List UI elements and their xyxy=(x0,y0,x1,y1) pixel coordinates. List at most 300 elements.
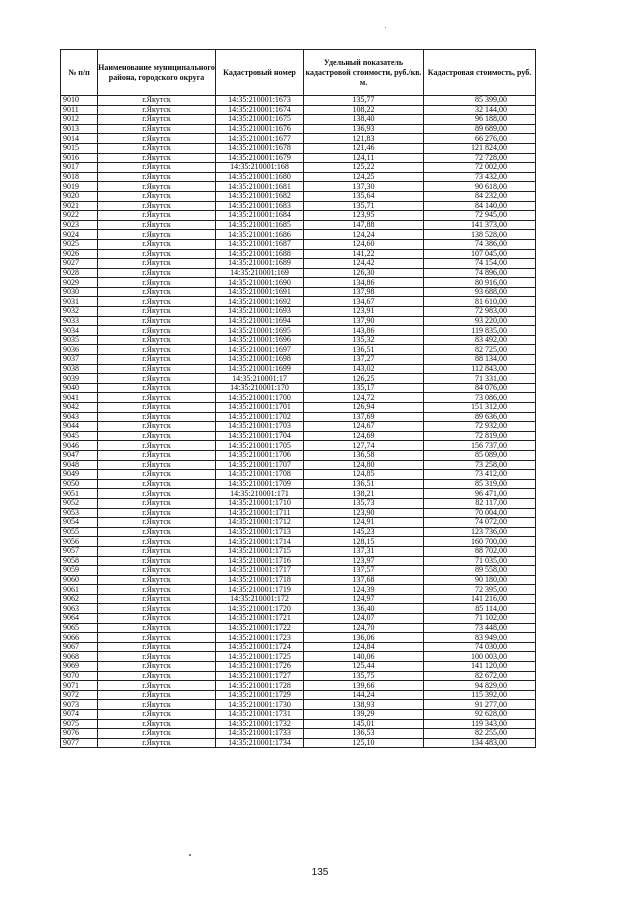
cadastral-number-cell: 14:35:210001:1684 xyxy=(216,211,304,221)
cadastral-number-cell: 14:35:210001:1717 xyxy=(216,566,304,576)
table-row xyxy=(61,297,536,307)
table-row xyxy=(61,220,536,230)
cadastral-number-cell: 14:35:210001:1707 xyxy=(216,460,304,470)
cadastral-value-cell: 72 932,00 xyxy=(424,422,536,432)
row-number-cell: 9033 xyxy=(61,316,98,326)
cadastral-value-cell: 83 949,00 xyxy=(424,633,536,643)
row-number-cell: 9052 xyxy=(61,498,98,508)
cadastral-value-cell: 32 144,00 xyxy=(424,105,536,115)
table-row xyxy=(61,316,536,326)
cadastral-value-cell: 71 102,00 xyxy=(424,614,536,624)
municipality-cell: г.Якутск xyxy=(98,191,216,201)
cadastral-number-cell: 14:35:210001:1730 xyxy=(216,700,304,710)
cadastral-number-cell: 14:35:210001:1729 xyxy=(216,690,304,700)
row-number-cell: 9028 xyxy=(61,268,98,278)
cadastral-number-cell: 14:35:210001:170 xyxy=(216,383,304,393)
unit-value-cell: 137,57 xyxy=(304,566,424,576)
table-row xyxy=(61,690,536,700)
unit-value-cell: 124,60 xyxy=(304,239,424,249)
unit-value-cell: 136,51 xyxy=(304,479,424,489)
row-number-cell: 9038 xyxy=(61,364,98,374)
cadastral-value-cell: 85 089,00 xyxy=(424,450,536,460)
row-number-cell: 9013 xyxy=(61,124,98,134)
unit-value-cell: 140,06 xyxy=(304,652,424,662)
municipality-cell: г.Якутск xyxy=(98,374,216,384)
unit-value-cell: 123,95 xyxy=(304,211,424,221)
table-row xyxy=(61,268,536,278)
page-number: 135 xyxy=(311,867,329,878)
unit-value-cell: 124,80 xyxy=(304,460,424,470)
cadastral-number-cell: 14:35:210001:1732 xyxy=(216,719,304,729)
table-row xyxy=(61,700,536,710)
municipality-cell: г.Якутск xyxy=(98,422,216,432)
scan-speck xyxy=(189,854,191,856)
cadastral-value-cell: 138 528,00 xyxy=(424,230,536,240)
table-row xyxy=(61,326,536,336)
municipality-cell: г.Якутск xyxy=(98,479,216,489)
municipality-cell: г.Якутск xyxy=(98,546,216,556)
row-number-cell: 9037 xyxy=(61,355,98,365)
cadastral-number-cell: 14:35:210001:1695 xyxy=(216,326,304,336)
cadastral-number-cell: 14:35:210001:1710 xyxy=(216,498,304,508)
cadastral-value-cell: 83 492,00 xyxy=(424,335,536,345)
municipality-cell: г.Якутск xyxy=(98,441,216,451)
unit-value-cell: 137,31 xyxy=(304,546,424,556)
cadastral-value-cell: 73 448,00 xyxy=(424,623,536,633)
cadastral-number-cell: 14:35:210001:1674 xyxy=(216,105,304,115)
cadastral-number-cell: 14:35:210001:1714 xyxy=(216,537,304,547)
cadastral-value-cell: 134 483,00 xyxy=(424,738,536,748)
cadastral-value-cell: 100 003,00 xyxy=(424,652,536,662)
municipality-cell: г.Якутск xyxy=(98,335,216,345)
row-number-cell: 9053 xyxy=(61,508,98,518)
cadastral-number-cell: 14:35:210001:1682 xyxy=(216,191,304,201)
cadastral-number-cell: 14:35:210001:1728 xyxy=(216,681,304,691)
row-number-cell: 9058 xyxy=(61,556,98,566)
unit-value-cell: 137,68 xyxy=(304,575,424,585)
table-row xyxy=(61,191,536,201)
cadastral-value-cell: 96 188,00 xyxy=(424,115,536,125)
municipality-cell: г.Якутск xyxy=(98,690,216,700)
cadastral-number-cell: 14:35:210001:1725 xyxy=(216,652,304,662)
table-row xyxy=(61,211,536,221)
cadastral-number-cell: 14:35:210001:1708 xyxy=(216,470,304,480)
table-row xyxy=(61,614,536,624)
row-number-cell: 9048 xyxy=(61,460,98,470)
cadastral-number-cell: 14:35:210001:1705 xyxy=(216,441,304,451)
table-row xyxy=(61,96,536,106)
municipality-cell: г.Якутск xyxy=(98,700,216,710)
cadastral-number-cell: 14:35:210001:1711 xyxy=(216,508,304,518)
unit-value-cell: 123,97 xyxy=(304,556,424,566)
table-row xyxy=(61,182,536,192)
cadastral-value-cell: 74 072,00 xyxy=(424,518,536,528)
municipality-cell: г.Якутск xyxy=(98,518,216,528)
row-number-cell: 9022 xyxy=(61,211,98,221)
unit-value-cell: 135,71 xyxy=(304,201,424,211)
cadastral-value-cell: 119 835,00 xyxy=(424,326,536,336)
table-row xyxy=(61,249,536,259)
cadastral-number-cell: 14:35:210001:1677 xyxy=(216,134,304,144)
row-number-cell: 9071 xyxy=(61,681,98,691)
cadastral-value-cell: 73 432,00 xyxy=(424,172,536,182)
table-row xyxy=(61,374,536,384)
table-row xyxy=(61,633,536,643)
table-row xyxy=(61,604,536,614)
table-row xyxy=(61,566,536,576)
cadastral-value-cell: 84 140,00 xyxy=(424,201,536,211)
municipality-cell: г.Якутск xyxy=(98,316,216,326)
cadastral-value-cell: 112 843,00 xyxy=(424,364,536,374)
row-number-cell: 9067 xyxy=(61,642,98,652)
table-row xyxy=(61,546,536,556)
cadastral-number-cell: 14:35:210001:1697 xyxy=(216,345,304,355)
unit-value-cell: 136,93 xyxy=(304,124,424,134)
unit-value-cell: 141,22 xyxy=(304,249,424,259)
unit-value-cell: 138,40 xyxy=(304,115,424,125)
row-number-cell: 9063 xyxy=(61,604,98,614)
unit-value-cell: 127,74 xyxy=(304,441,424,451)
municipality-cell: г.Якутск xyxy=(98,527,216,537)
table-row xyxy=(61,642,536,652)
cadastral-number-cell: 14:35:210001:1712 xyxy=(216,518,304,528)
unit-value-cell: 135,73 xyxy=(304,498,424,508)
row-number-cell: 9076 xyxy=(61,729,98,739)
municipality-cell: г.Якутск xyxy=(98,489,216,499)
cadastral-value-cell: 85 399,00 xyxy=(424,96,536,106)
row-number-cell: 9031 xyxy=(61,297,98,307)
unit-value-cell: 144,24 xyxy=(304,690,424,700)
unit-value-cell: 143,86 xyxy=(304,326,424,336)
cadastral-number-cell: 14:35:210001:1694 xyxy=(216,316,304,326)
cadastral-value-cell: 72 002,00 xyxy=(424,163,536,173)
row-number-cell: 9023 xyxy=(61,220,98,230)
municipality-cell: г.Якутск xyxy=(98,719,216,729)
table-row xyxy=(61,585,536,595)
municipality-cell: г.Якутск xyxy=(98,498,216,508)
cadastral-number-cell: 14:35:210001:1702 xyxy=(216,412,304,422)
row-number-cell: 9061 xyxy=(61,585,98,595)
municipality-cell: г.Якутск xyxy=(98,201,216,211)
unit-value-cell: 138,21 xyxy=(304,489,424,499)
row-number-cell: 9074 xyxy=(61,710,98,720)
table-row xyxy=(61,508,536,518)
table-row xyxy=(61,403,536,413)
table-row xyxy=(61,729,536,739)
cadastral-value-cell: 88 134,00 xyxy=(424,355,536,365)
unit-value-cell: 124,25 xyxy=(304,172,424,182)
cadastral-number-cell: 14:35:210001:1683 xyxy=(216,201,304,211)
table-row xyxy=(61,556,536,566)
header-cadastral-number: Кадастровый номер xyxy=(216,50,304,96)
cadastral-number-cell: 14:35:210001:1731 xyxy=(216,710,304,720)
municipality-cell: г.Якутск xyxy=(98,383,216,393)
cadastral-number-cell: 14:35:210001:1718 xyxy=(216,575,304,585)
unit-value-cell: 124,39 xyxy=(304,585,424,595)
cadastral-number-cell: 14:35:210001:1715 xyxy=(216,546,304,556)
cadastral-number-cell: 14:35:210001:169 xyxy=(216,268,304,278)
unit-value-cell: 136,06 xyxy=(304,633,424,643)
cadastral-value-cell: 85 319,00 xyxy=(424,479,536,489)
table-row xyxy=(61,143,536,153)
cadastral-value-cell: 115 392,00 xyxy=(424,690,536,700)
unit-value-cell: 128,15 xyxy=(304,537,424,547)
table-row xyxy=(61,460,536,470)
row-number-cell: 9019 xyxy=(61,182,98,192)
municipality-cell: г.Якутск xyxy=(98,364,216,374)
cadastral-value-cell: 151 312,00 xyxy=(424,403,536,413)
table-row xyxy=(61,307,536,317)
row-number-cell: 9035 xyxy=(61,335,98,345)
cadastral-value-cell: 84 076,00 xyxy=(424,383,536,393)
table-row xyxy=(61,671,536,681)
unit-value-cell: 136,58 xyxy=(304,450,424,460)
table-row xyxy=(61,153,536,163)
table-row xyxy=(61,710,536,720)
row-number-cell: 9012 xyxy=(61,115,98,125)
row-number-cell: 9059 xyxy=(61,566,98,576)
cadastral-value-cell: 141 373,00 xyxy=(424,220,536,230)
table-row xyxy=(61,287,536,297)
cadastral-value-cell: 66 276,00 xyxy=(424,134,536,144)
municipality-cell: г.Якутск xyxy=(98,738,216,748)
municipality-cell: г.Якутск xyxy=(98,652,216,662)
table-body xyxy=(61,96,536,748)
cadastral-number-cell: 14:35:210001:1727 xyxy=(216,671,304,681)
cadastral-value-cell: 92 628,00 xyxy=(424,710,536,720)
cadastral-number-cell: 14:35:210001:1699 xyxy=(216,364,304,374)
row-number-cell: 9054 xyxy=(61,518,98,528)
municipality-cell: г.Якутск xyxy=(98,249,216,259)
row-number-cell: 9065 xyxy=(61,623,98,633)
row-number-cell: 9056 xyxy=(61,537,98,547)
cadastral-number-cell: 14:35:210001:1704 xyxy=(216,431,304,441)
cadastral-value-cell: 74 154,00 xyxy=(424,259,536,269)
table-row xyxy=(61,662,536,672)
cadastral-value-cell: 141 120,00 xyxy=(424,662,536,672)
municipality-cell: г.Якутск xyxy=(98,633,216,643)
cadastral-number-cell: 14:35:210001:1690 xyxy=(216,278,304,288)
row-number-cell: 9068 xyxy=(61,652,98,662)
municipality-cell: г.Якутск xyxy=(98,460,216,470)
municipality-cell: г.Якутск xyxy=(98,230,216,240)
table-row xyxy=(61,259,536,269)
municipality-cell: г.Якутск xyxy=(98,355,216,365)
cadastral-number-cell: 14:35:210001:17 xyxy=(216,374,304,384)
row-number-cell: 9041 xyxy=(61,393,98,403)
municipality-cell: г.Якутск xyxy=(98,345,216,355)
table-row xyxy=(61,623,536,633)
municipality-cell: г.Якутск xyxy=(98,556,216,566)
municipality-cell: г.Якутск xyxy=(98,143,216,153)
municipality-cell: г.Якутск xyxy=(98,278,216,288)
municipality-cell: г.Якутск xyxy=(98,220,216,230)
cadastral-value-cell: 71 331,00 xyxy=(424,374,536,384)
row-number-cell: 9050 xyxy=(61,479,98,489)
cadastral-number-cell: 14:35:210001:1733 xyxy=(216,729,304,739)
municipality-cell: г.Якутск xyxy=(98,307,216,317)
unit-value-cell: 137,98 xyxy=(304,287,424,297)
unit-value-cell: 108,22 xyxy=(304,105,424,115)
unit-value-cell: 124,91 xyxy=(304,518,424,528)
cadastral-value-cell: 82 725,00 xyxy=(424,345,536,355)
unit-value-cell: 136,53 xyxy=(304,729,424,739)
cadastral-number-cell: 14:35:210001:1734 xyxy=(216,738,304,748)
header-row-number: № п/п xyxy=(61,50,98,96)
table-row xyxy=(61,719,536,729)
cadastral-number-cell: 14:35:210001:1716 xyxy=(216,556,304,566)
row-number-cell: 9066 xyxy=(61,633,98,643)
cadastral-value-cell: 89 558,00 xyxy=(424,566,536,576)
cadastral-number-cell: 14:35:210001:1726 xyxy=(216,662,304,672)
cadastral-value-cell: 82 117,00 xyxy=(424,498,536,508)
cadastral-value-cell: 88 702,00 xyxy=(424,546,536,556)
table-row xyxy=(61,355,536,365)
cadastral-value-cell: 93 220,00 xyxy=(424,316,536,326)
cadastral-value-cell: 89 636,00 xyxy=(424,412,536,422)
unit-value-cell: 124,67 xyxy=(304,422,424,432)
cadastral-value-cell: 73 412,00 xyxy=(424,470,536,480)
municipality-cell: г.Якутск xyxy=(98,642,216,652)
cadastral-value-cell: 90 618,00 xyxy=(424,182,536,192)
unit-value-cell: 124,11 xyxy=(304,153,424,163)
unit-value-cell: 137,27 xyxy=(304,355,424,365)
unit-value-cell: 124,85 xyxy=(304,470,424,480)
municipality-cell: г.Якутск xyxy=(98,134,216,144)
municipality-cell: г.Якутск xyxy=(98,662,216,672)
cadastral-value-cell: 80 916,00 xyxy=(424,278,536,288)
table-row xyxy=(61,278,536,288)
unit-value-cell: 126,94 xyxy=(304,403,424,413)
cadastral-number-cell: 14:35:210001:172 xyxy=(216,594,304,604)
cadastral-number-cell: 14:35:210001:1691 xyxy=(216,287,304,297)
row-number-cell: 9077 xyxy=(61,738,98,748)
row-number-cell: 9062 xyxy=(61,594,98,604)
row-number-cell: 9070 xyxy=(61,671,98,681)
table-row xyxy=(61,335,536,345)
cadastral-number-cell: 14:35:210001:1724 xyxy=(216,642,304,652)
cadastral-value-cell: 119 343,00 xyxy=(424,719,536,729)
municipality-cell: г.Якутск xyxy=(98,268,216,278)
cadastral-number-cell: 14:35:210001:1687 xyxy=(216,239,304,249)
cadastral-value-cell: 90 180,00 xyxy=(424,575,536,585)
table-row xyxy=(61,738,536,748)
cadastral-value-cell: 107 045,00 xyxy=(424,249,536,259)
table-row xyxy=(61,575,536,585)
row-number-cell: 9011 xyxy=(61,105,98,115)
municipality-cell: г.Якутск xyxy=(98,575,216,585)
table-row xyxy=(61,441,536,451)
table-row xyxy=(61,518,536,528)
cadastral-number-cell: 14:35:210001:1689 xyxy=(216,259,304,269)
scan-speck xyxy=(385,27,386,28)
cadastral-number-cell: 14:35:210001:1685 xyxy=(216,220,304,230)
municipality-cell: г.Якутск xyxy=(98,124,216,134)
row-number-cell: 9027 xyxy=(61,259,98,269)
municipality-cell: г.Якутск xyxy=(98,153,216,163)
table-row xyxy=(61,172,536,182)
cadastral-number-cell: 14:35:210001:1686 xyxy=(216,230,304,240)
table-row xyxy=(61,383,536,393)
row-number-cell: 9060 xyxy=(61,575,98,585)
table-row xyxy=(61,498,536,508)
municipality-cell: г.Якутск xyxy=(98,393,216,403)
row-number-cell: 9036 xyxy=(61,345,98,355)
row-number-cell: 9026 xyxy=(61,249,98,259)
table-row xyxy=(61,422,536,432)
unit-value-cell: 121,46 xyxy=(304,143,424,153)
unit-value-cell: 135,75 xyxy=(304,671,424,681)
header-cadastral-value: Кадастровая стоимость, руб. xyxy=(424,50,536,96)
table-row xyxy=(61,412,536,422)
row-number-cell: 9040 xyxy=(61,383,98,393)
cadastral-value-cell: 82 672,00 xyxy=(424,671,536,681)
unit-value-cell: 134,86 xyxy=(304,278,424,288)
municipality-cell: г.Якутск xyxy=(98,681,216,691)
cadastral-value-cell: 84 232,00 xyxy=(424,191,536,201)
unit-value-cell: 125,22 xyxy=(304,163,424,173)
row-number-cell: 9020 xyxy=(61,191,98,201)
cadastral-value-cell: 156 737,00 xyxy=(424,441,536,451)
table-row xyxy=(61,230,536,240)
row-number-cell: 9043 xyxy=(61,412,98,422)
cadastral-value-cell: 93 688,00 xyxy=(424,287,536,297)
table-row xyxy=(61,134,536,144)
cadastral-value-cell: 91 277,00 xyxy=(424,700,536,710)
cadastral-value-cell: 72 728,00 xyxy=(424,153,536,163)
row-number-cell: 9024 xyxy=(61,230,98,240)
table-row xyxy=(61,489,536,499)
row-number-cell: 9046 xyxy=(61,441,98,451)
table-row xyxy=(61,652,536,662)
municipality-cell: г.Якутск xyxy=(98,105,216,115)
cadastral-value-cell: 74 030,00 xyxy=(424,642,536,652)
municipality-cell: г.Якутск xyxy=(98,163,216,173)
municipality-cell: г.Якутск xyxy=(98,623,216,633)
cadastral-value-cell: 96 471,00 xyxy=(424,489,536,499)
row-number-cell: 9016 xyxy=(61,153,98,163)
cadastral-number-cell: 14:35:210001:1720 xyxy=(216,604,304,614)
row-number-cell: 9017 xyxy=(61,163,98,173)
cadastral-value-cell: 74 896,00 xyxy=(424,268,536,278)
unit-value-cell: 145,01 xyxy=(304,719,424,729)
row-number-cell: 9018 xyxy=(61,172,98,182)
unit-value-cell: 124,07 xyxy=(304,614,424,624)
cadastral-number-cell: 14:35:210001:1701 xyxy=(216,403,304,413)
municipality-cell: г.Якутск xyxy=(98,508,216,518)
municipality-cell: г.Якутск xyxy=(98,470,216,480)
unit-value-cell: 135,77 xyxy=(304,96,424,106)
unit-value-cell: 135,64 xyxy=(304,191,424,201)
row-number-cell: 9049 xyxy=(61,470,98,480)
unit-value-cell: 125,10 xyxy=(304,738,424,748)
cadastral-number-cell: 14:35:210001:1676 xyxy=(216,124,304,134)
unit-value-cell: 136,51 xyxy=(304,345,424,355)
row-number-cell: 9069 xyxy=(61,662,98,672)
unit-value-cell: 134,67 xyxy=(304,297,424,307)
row-number-cell: 9029 xyxy=(61,278,98,288)
cadastral-number-cell: 14:35:210001:1673 xyxy=(216,96,304,106)
cadastral-number-cell: 14:35:210001:1721 xyxy=(216,614,304,624)
row-number-cell: 9032 xyxy=(61,307,98,317)
table-row xyxy=(61,450,536,460)
municipality-cell: г.Якутск xyxy=(98,566,216,576)
table-row xyxy=(61,470,536,480)
table-row xyxy=(61,393,536,403)
table-header-row xyxy=(61,50,536,96)
table-row xyxy=(61,537,536,547)
row-number-cell: 9025 xyxy=(61,239,98,249)
